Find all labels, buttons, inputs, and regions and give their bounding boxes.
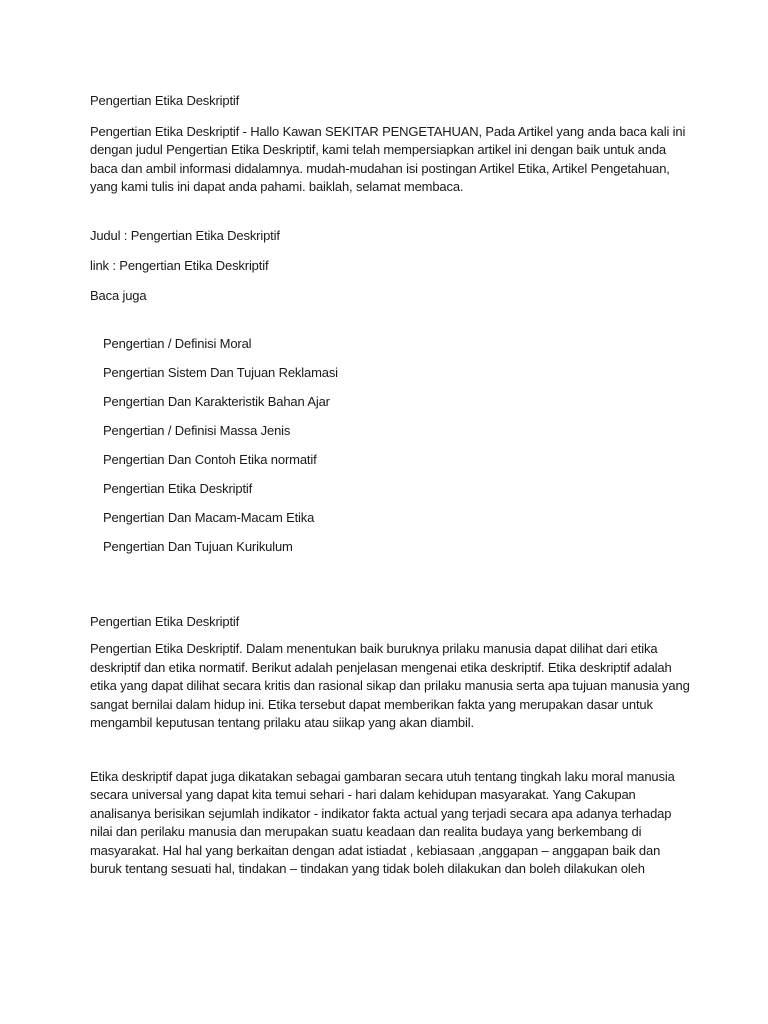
judul-line: Judul : Pengertian Etika Deskriptif	[90, 227, 280, 243]
section-title: Pengertian Etika Deskriptif	[90, 613, 240, 629]
document-page	[90, 92, 690, 879]
related-articles-list	[90, 335, 690, 557]
related-article-item[interactable]: Pengertian Sistem Dan Tujuan Reklamasi	[103, 365, 338, 380]
related-article-item[interactable]: Pengertian Dan Tujuan Kurikulum	[103, 539, 293, 554]
related-article-item[interactable]: Pengertian Dan Contoh Etika normatif	[103, 452, 317, 467]
intro-paragraph: Pengertian Etika Deskriptif - Hallo Kawan SEKITAR PENGETAHUAN, Pada Artikel yang anda baca kali ini dengan judul Pengertian Etika Deskriptif, kami telah mempersiapkan artikel ini dengan baik untuk anda baca dan ambil informasi didalamnya. mudah-mudahan isi postingan Artikel Etika, Artikel Pengetahuan, yang kami tulis ini dapat anda pahami. baiklah, selamat membaca.	[90, 123, 686, 194]
related-article-item[interactable]: Pengertian Dan Macam-Macam Etika	[103, 510, 315, 525]
body-paragraph-2: Etika deskriptif dapat juga dikatakan sebagai gambaran secara utuh tentang tingkah laku moral manusia secara universal yang dapat kita temui sehari - hari dalam kehidupan masyarakat. Yang Cakupan analisanya berisikan sejumlah indikator - indikator fakta actual yang terjadi secara apa adanya terhadap nilai dan perilaku manusia dan merupakan suatu keadaan dan realita budaya yang berkembang di masyarakat. Hal hal yang berkaitan dengan adat istiadat , kebiasaan ,anggapan – anggapan baik dan buruk tentang sesuati hal, tindakan – tindakan yang tidak boleh dilakukan dan boleh dilakukan oleh	[90, 768, 675, 876]
related-article-item[interactable]: Pengertian / Definisi Moral	[103, 336, 252, 351]
baca-juga-label: Baca juga	[90, 287, 147, 303]
document-title: Pengertian Etika Deskriptif	[90, 93, 240, 108]
link-line: link : Pengertian Etika Deskriptif	[90, 257, 269, 273]
related-article-item[interactable]: Pengertian / Definisi Massa Jenis	[103, 423, 291, 438]
body-paragraph-1: Pengertian Etika Deskriptif. Dalam menentukan baik buruknya prilaku manusia dapat dilihat dari etika deskriptif dan etika normatif. Berikut adalah penjelasan mengenai etika deskriptif. Etika deskriptif adalah etika yang dapat dilihat secara kritis dan rasional sikap dan prilaku manusia serta apa tujuan manusia yang sangat bernilai dalam hidup ini. Etika tersebut dapat memberikan fakta yang merupakan dasar untuk mengambil keputusan tentang prilaku atau siikap yang akan diambil.	[90, 641, 690, 730]
related-article-item[interactable]: Pengertian Etika Deskriptif	[103, 481, 253, 496]
related-article-item[interactable]: Pengertian Dan Karakteristik Bahan Ajar	[103, 394, 330, 409]
